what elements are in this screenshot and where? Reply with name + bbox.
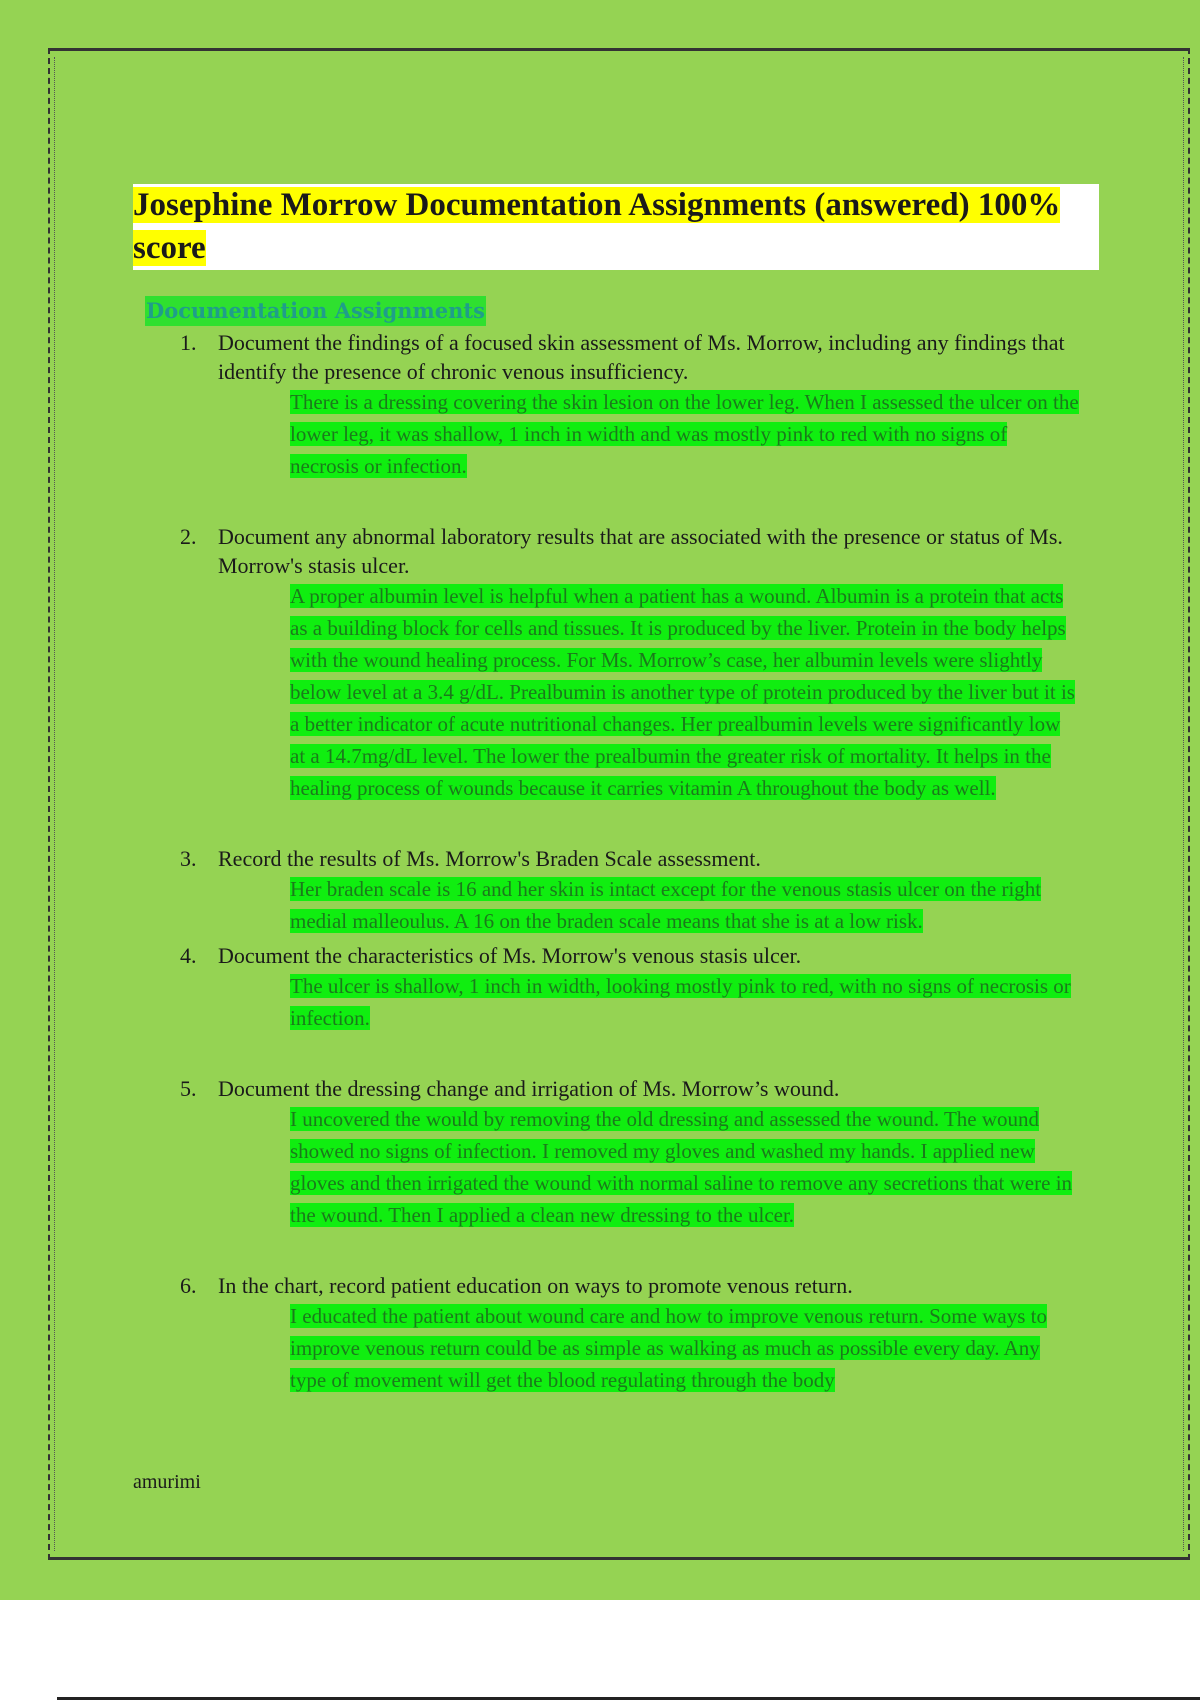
- item-answer-text: I educated the patient about wound care and how to improve venous return. Some ways to improve venous return could be as simple as walking as much as possible every day. Any type of movement will get the blood regulating through the body: [290, 1304, 1047, 1392]
- assignment-item-4: [180, 941, 1080, 1034]
- assignment-list: [180, 328, 1080, 1396]
- item-question: Record the results of Ms. Morrow's Braden Scale assessment.: [218, 846, 761, 871]
- item-answer: [290, 970, 1080, 1034]
- item-answer-text: Her braden scale is 16 and her skin is intact except for the venous stasis ulcer on the right medial malleoulus. A 16 on the braden scale means that she is at a low risk.: [290, 877, 1042, 933]
- assignment-item-6: [180, 1271, 1080, 1396]
- item-question: Document the findings of a focused skin assessment of Ms. Morrow, including any findings that identify the presence of chronic venous insufficiency.: [218, 330, 1065, 384]
- item-answer: [290, 873, 1080, 937]
- item-answer: [290, 386, 1080, 482]
- author-name: amurimi: [133, 1471, 201, 1493]
- document-title-text: Josephine Morrow Documentation Assignments (answered) 100% score: [133, 187, 1061, 266]
- assignment-item-3: [180, 844, 1080, 937]
- item-answer: [290, 1300, 1080, 1396]
- assignment-item-1: [180, 328, 1080, 482]
- item-answer: [290, 1103, 1080, 1231]
- assignment-item-2: [180, 522, 1080, 804]
- item-number: 3.: [180, 846, 197, 871]
- item-answer-text: I uncovered the would by removing the old dressing and assessed the wound. The wound showed no signs of infection. I removed my gloves and washed my hands. I applied new gloves and then irrigated the wound with normal saline to remove any secretions that were in the wound. Then I applied a clean new dressing to the ulcer.: [290, 1107, 1073, 1227]
- item-answer: [290, 580, 1080, 804]
- item-question: Document the dressing change and irrigation of Ms. Morrow’s wound.: [218, 1076, 840, 1101]
- item-answer-text: The ulcer is shallow, 1 inch in width, looking mostly pink to red, with no signs of necrosis or infection.: [290, 974, 1071, 1030]
- item-number: 6.: [180, 1273, 197, 1298]
- item-question: Document any abnormal laboratory results that are associated with the presence or status of Ms. Morrow's stasis ulcer.: [218, 524, 1063, 578]
- item-answer-text: There is a dressing covering the skin lesion on the lower leg. When I assessed the ulcer on the lower leg, it was shallow, 1 inch in width and was mostly pink to red with no signs of necrosis or infection.: [290, 390, 1079, 478]
- item-number: 2.: [180, 524, 197, 549]
- assignment-item-5: [180, 1074, 1080, 1231]
- item-question: Document the characteristics of Ms. Morrow's venous stasis ulcer.: [218, 943, 802, 968]
- item-number: 5.: [180, 1076, 197, 1101]
- item-number: 4.: [180, 943, 197, 968]
- section-heading: Documentation Assignments: [145, 296, 486, 326]
- item-answer-text: A proper albumin level is helpful when a patient has a wound. Albumin is a protein that acts as a building block for cells and tissues. It is produced by the liver. Protein in the body helps with the wound healing process. For Ms. Morrow’s case, her albumin levels were slightly below level at a 3.4 g/dL. Prealbumin is another type of protein produced by the liver but it is a better indicator of acute nutritional changes. Her prealbumin levels were significantly low at a 14.7mg/dL level. The lower the prealbumin the greater risk of mortality. It helps in the healing process of wounds because it carries vitamin A throughout the body as well.: [290, 584, 1075, 800]
- item-question: In the chart, record patient education on ways to promote venous return.: [218, 1273, 853, 1298]
- item-number: 1.: [180, 330, 197, 355]
- document-title: [133, 184, 1113, 270]
